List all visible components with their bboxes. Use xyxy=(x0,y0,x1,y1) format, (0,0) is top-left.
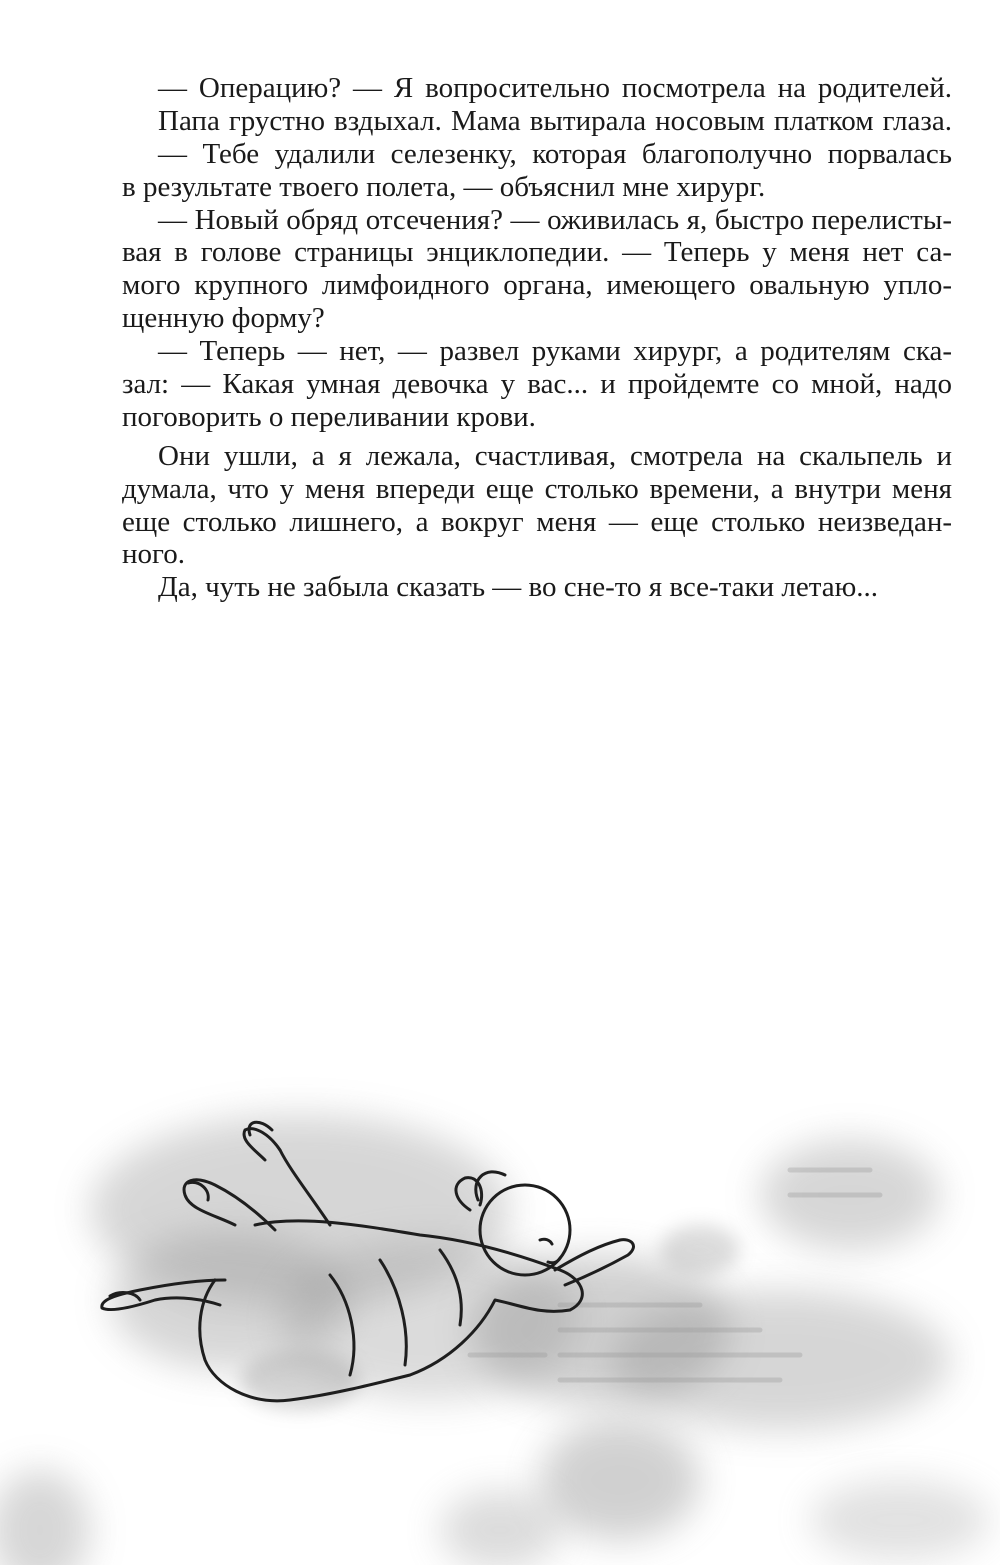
text-line: Папа грустно вздыхал. Мама вытирала носовым платком глаза. xyxy=(158,104,952,137)
ink-blots xyxy=(0,1115,990,1565)
text-line: в результате твоего полета, — объяснил мне хирург. xyxy=(122,170,766,203)
text-line: думала, что у меня впереди еще столько времени, а внутри меня xyxy=(122,472,952,505)
text-line: еще столько лишнего, а вокруг меня — еще столько неизведан- xyxy=(122,505,952,538)
text-line: поговорить о переливании крови. xyxy=(122,400,536,433)
page-text xyxy=(122,72,952,604)
text-line: вая в голове страницы энциклопедии. — Теперь у меня нет са- xyxy=(122,236,952,269)
text-line: зал: — Какая умная девочка у вас... и пройдемте со мной, надо xyxy=(122,368,952,401)
text-line: Они ушли, а я лежала, счастливая, смотрела на скальпель и xyxy=(158,439,952,472)
text-line: ного. xyxy=(122,538,185,571)
flying-girl-illustration xyxy=(0,1050,1000,1565)
text-line: мого крупного лимфоидного органа, имеющего овальную упло- xyxy=(122,269,952,302)
text-line: щенную форму? xyxy=(122,302,325,335)
text-line: — Новый обряд отсечения? — оживилась я, быстро перелисты- xyxy=(158,203,952,236)
text-line: — Операцию? — Я вопросительно посмотрела на родителей. xyxy=(158,72,952,104)
text-line: — Теперь — нет, — развел руками хирург, а родителям ска- xyxy=(158,335,952,368)
text-line: — Тебе удалили селезенку, которая благополучно порвалась xyxy=(158,137,952,170)
text-line: Да, чуть не забыла сказать — во сне-то я все-таки летаю... xyxy=(158,571,879,604)
